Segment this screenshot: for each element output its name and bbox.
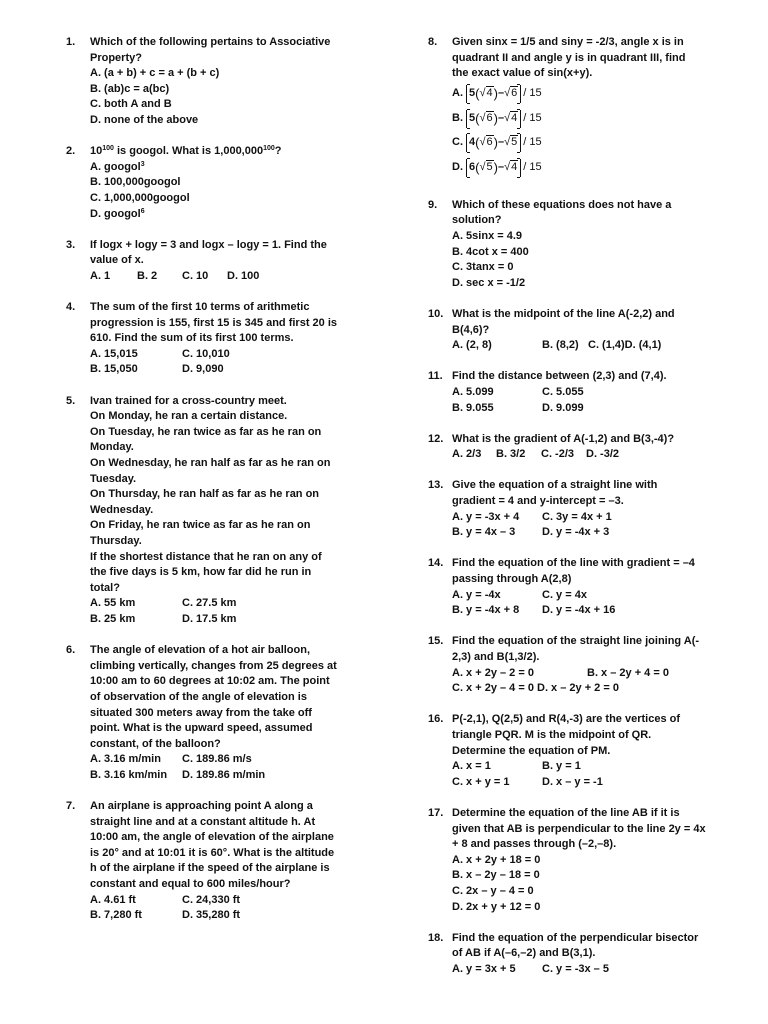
option-c-d: C. x + 2y – 4 = 0 D. x – 2y + 2 = 0 — [452, 682, 619, 695]
option-text: A. googol — [90, 160, 141, 173]
option-b: B. y = -4x + 8 — [452, 604, 520, 617]
radicand: 6 — [486, 136, 493, 149]
option-c: C. both A and B — [90, 98, 172, 111]
question-text: of AB if A(–6,–2) and B(3,1). — [452, 947, 596, 960]
option-d: D. 189.86 m/min — [182, 768, 266, 781]
option-c: C. 1,000,000googol — [90, 191, 190, 204]
option-d — [452, 155, 732, 180]
question-text: Given sinx = 1/5 and siny = -2/3, angle x is in — [452, 36, 684, 48]
exponent: 3 — [140, 160, 145, 168]
question-text: straight line and at a constant altitude h. At — [90, 815, 316, 828]
sqrt-icon: √4 — [504, 160, 518, 173]
option-b: B. 2 — [137, 269, 158, 282]
option-a — [90, 160, 366, 176]
option-d: D. 2x + y + 12 = 0 — [452, 900, 541, 913]
option-c: C. 10,010 — [182, 347, 230, 360]
question-8 — [428, 35, 732, 180]
question-number: 12. — [428, 432, 444, 445]
options-row — [452, 681, 732, 697]
option-label: C. — [452, 136, 463, 149]
question-text: the exact value of sin(x+y). — [452, 67, 593, 80]
question-text: h of the airplane if the speed of the airplane is — [90, 862, 330, 875]
question-11 — [428, 369, 732, 416]
coefficient: 4 — [469, 136, 476, 149]
question-text: the five days is 5 km, how far did he run in — [90, 566, 312, 579]
question-17 — [428, 806, 732, 915]
question-text-mid: is googol. What is 1,000,000 — [113, 145, 264, 158]
options-row — [452, 759, 732, 775]
options-row — [452, 447, 732, 463]
bracket-expression — [466, 134, 521, 152]
options-row — [90, 908, 366, 924]
options-row — [452, 603, 732, 619]
option-d: D. 9,090 — [182, 363, 224, 376]
question-text: On Wednesday, he ran half as far as he ran on — [90, 457, 331, 470]
paren: ) — [493, 135, 498, 151]
question-text: climbing vertically, changes from 25 degrees at — [90, 659, 337, 672]
options-row — [90, 596, 366, 612]
option-b — [452, 106, 732, 131]
paren: ) — [493, 159, 498, 175]
option-a: A. y = -3x + 4 — [452, 510, 520, 523]
question-text: total? — [90, 581, 120, 594]
option-a: A. y = -4x — [452, 588, 501, 601]
option-c: C. x + y = 1 — [452, 775, 510, 788]
radicand: 4 — [511, 160, 518, 173]
question-text: gradient = 4 and y-intercept = –3. — [452, 495, 624, 508]
options-row — [452, 338, 732, 354]
option-c-d: C. (1,4)D. (4,1) — [588, 339, 662, 352]
option-c: C. y = -3x – 5 — [542, 962, 609, 975]
question-text: On Tuesday, he ran twice as far as he ran on — [90, 425, 322, 438]
question-text-end: ? — [274, 145, 282, 158]
question-13 — [428, 478, 732, 540]
question-text: Which of these equations does not have a — [452, 198, 672, 211]
option-c: C. 5.055 — [542, 385, 584, 398]
question-text: Which of the following pertains to Associative — [90, 36, 331, 48]
question-text: Monday. — [90, 441, 134, 454]
denominator: / 15 — [523, 111, 542, 124]
option-a: A. 4.61 ft — [90, 893, 136, 906]
question-text: What is the gradient of A(-1,2) and B(3,-4)? — [452, 432, 675, 445]
question-14 — [428, 556, 732, 618]
question-text: Find the equation of the line with gradient = –4 — [452, 557, 695, 570]
question-text: triangle PQR. M is the midpoint of QR. — [452, 728, 652, 741]
option-a: A. y = 3x + 5 — [452, 962, 516, 975]
question-text: The angle of elevation of a hot air balloon, — [90, 644, 311, 657]
question-text: On Thursday, he ran half as far as he ran on — [90, 488, 320, 501]
option-b: B. x – 2y – 18 = 0 — [452, 869, 540, 882]
bracket-expression — [466, 159, 521, 177]
question-4 — [66, 300, 366, 378]
question-text: is 20° and at 10:01 it is 60°. What is the altitude — [90, 846, 335, 859]
options-row — [90, 269, 366, 285]
option-b: B. (8,2) — [542, 339, 579, 352]
option-label: A. — [452, 87, 463, 100]
options-row — [452, 525, 732, 541]
option-c: C. y = 4x — [542, 588, 587, 601]
option-b: B. 25 km — [90, 612, 136, 625]
question-text: Thursday. — [90, 535, 142, 547]
bracket-expression — [466, 110, 521, 128]
question-text: point. What is the upward speed, assumed — [90, 722, 313, 735]
question-16 — [428, 712, 732, 790]
option-d — [90, 207, 366, 223]
option-a — [452, 82, 732, 107]
radicand: 4 — [511, 111, 518, 124]
options-row — [90, 347, 366, 363]
option-a: A. x = 1 — [452, 760, 491, 773]
coefficient: 6 — [469, 160, 476, 173]
question-9 — [428, 198, 732, 292]
option-a: A. 55 km — [90, 597, 136, 610]
options-row — [452, 385, 732, 401]
option-d: D. -3/2 — [586, 448, 620, 461]
option-a: A. 5.099 — [452, 385, 494, 398]
option-d: D. y = -4x + 16 — [542, 604, 616, 617]
paren: ( — [475, 110, 480, 126]
option-c — [452, 131, 732, 156]
radicand: 4 — [486, 87, 493, 100]
sqrt-icon: √5 — [479, 160, 493, 173]
question-text: 2,3) and B(1,3/2). — [452, 651, 540, 663]
question-text: Determine the equation of PM. — [452, 744, 611, 757]
question-text: progression is 155, first 15 is 345 and first 20 is — [90, 316, 338, 329]
question-text: passing through A(2,8) — [452, 573, 572, 586]
option-label: B. — [452, 111, 463, 124]
question-text: On Monday, he ran a certain distance. — [90, 410, 288, 423]
option-d: D. 17.5 km — [182, 612, 237, 625]
options-row — [452, 401, 732, 417]
question-number: 14. — [428, 557, 444, 570]
option-c: C. 27.5 km — [182, 597, 237, 610]
question-number: 18. — [428, 931, 444, 944]
option-b: B. y = 4x – 3 — [452, 526, 516, 539]
question-text: If logx + logy = 3 and logx – logy = 1. Find the — [90, 238, 327, 251]
denominator: / 15 — [523, 136, 542, 149]
question-number: 17. — [428, 806, 444, 819]
question-5 — [66, 394, 366, 628]
option-b: B. 100,000googol — [90, 176, 181, 189]
paren: ) — [493, 110, 498, 126]
option-c: C. 24,330 ft — [182, 893, 241, 906]
option-a: A. (a + b) + c = a + (b + c) — [90, 67, 220, 80]
option-a: A. 3.16 m/min — [90, 753, 161, 766]
question-text: of observation of the angle of elevation is — [90, 690, 307, 703]
question-7 — [66, 799, 366, 924]
option-a: A. x + 2y – 2 = 0 — [452, 666, 534, 679]
paren: ( — [475, 135, 480, 151]
option-a: A. 5sinx = 4.9 — [452, 229, 523, 242]
question-text: Find the equation of the perpendicular bisector — [452, 931, 699, 944]
exponent: 100 — [102, 145, 114, 153]
option-b: B. 9.055 — [452, 401, 494, 414]
option-a: A. x + 2y + 18 = 0 — [452, 853, 541, 866]
question-text: Find the equation of the straight line joining A(- — [452, 635, 700, 648]
option-label: D. — [452, 160, 463, 173]
question-number: 4. — [66, 301, 76, 314]
question-number: 9. — [428, 198, 438, 211]
options-row — [452, 775, 732, 791]
options-row — [90, 612, 366, 628]
question-text: Tuesday. — [90, 472, 137, 485]
bracket-expression — [466, 85, 521, 103]
option-d: D. none of the above — [90, 113, 199, 126]
radicand: 5 — [486, 160, 493, 173]
question-text: constant and equal to 600 miles/hour? — [90, 878, 291, 891]
coefficient: 5 — [469, 87, 476, 100]
question-number: 2. — [66, 145, 76, 158]
denominator: / 15 — [523, 87, 542, 100]
option-b: B. 4cot x = 400 — [452, 245, 529, 258]
question-text: value of x. — [90, 254, 144, 267]
option-d: D. x – y = -1 — [542, 775, 603, 788]
option-c: C. 3tanx = 0 — [452, 261, 514, 274]
option-b: B. 3.16 km/min — [90, 768, 168, 781]
option-d: D. sec x = -1/2 — [452, 276, 526, 289]
question-text: Determine the equation of the line AB if it is — [452, 806, 680, 819]
question-number: 10. — [428, 307, 444, 320]
option-b: B. 15,050 — [90, 363, 138, 376]
question-text: Ivan trained for a cross-country meet. — [90, 394, 287, 407]
question-number: 8. — [428, 36, 438, 48]
question-text: Find the distance between (2,3) and (7,4). — [452, 370, 667, 383]
sqrt-icon: √4 — [504, 111, 518, 124]
question-number: 3. — [66, 238, 76, 251]
question-number: 5. — [66, 394, 76, 407]
question-text: 610. Find the sum of its first 100 terms. — [90, 332, 294, 345]
options-row — [90, 752, 366, 768]
question-text — [90, 144, 366, 160]
options-row — [452, 588, 732, 604]
question-number: 15. — [428, 635, 444, 648]
question-text: 10:00 am, the angle of elevation of the airplane — [90, 831, 334, 844]
option-c: C. 10 — [182, 269, 209, 282]
option-c: C. 2x – y – 4 = 0 — [452, 884, 534, 897]
paren: ( — [475, 159, 480, 175]
question-text: If the shortest distance that he ran on any of — [90, 550, 322, 563]
options-row — [452, 510, 732, 526]
question-text: Give the equation of a straight line with — [452, 479, 658, 492]
question-text: given that AB is perpendicular to the line 2y = 4x — [452, 822, 706, 835]
radicand: 6 — [511, 87, 518, 100]
question-text: P(-2,1), Q(2,5) and R(4,-3) are the vertices of — [452, 713, 681, 726]
options-row — [90, 362, 366, 378]
paren: ( — [475, 86, 480, 102]
options-row — [90, 768, 366, 784]
options-row — [452, 666, 732, 682]
option-a: A. (2, 8) — [452, 339, 492, 352]
question-text: The sum of the first 10 terms of arithmetic — [90, 301, 310, 314]
exponent: 100 — [263, 145, 275, 153]
coefficient: 5 — [469, 111, 476, 124]
option-a: A. 2/3 — [452, 448, 482, 461]
minus-sign: – — [497, 160, 505, 173]
question-10 — [428, 307, 732, 354]
question-text: An airplane is approaching point A along a — [90, 800, 313, 813]
question-1 — [66, 35, 366, 129]
radicand: 5 — [511, 136, 518, 149]
option-b: B. 7,280 ft — [90, 909, 142, 922]
option-b: B. 3/2 — [496, 448, 526, 461]
question-number: 11. — [428, 370, 443, 383]
question-text: situated 300 meters away from the take off — [90, 706, 312, 719]
sqrt-icon: √5 — [504, 136, 518, 149]
question-12 — [428, 432, 732, 463]
base-text: 10 — [90, 145, 103, 158]
question-number: 16. — [428, 713, 444, 726]
question-3 — [66, 238, 366, 285]
question-text: solution? — [452, 214, 502, 227]
options-row — [90, 893, 366, 909]
math-options — [452, 82, 732, 180]
exponent: 6 — [140, 207, 145, 215]
question-2 — [66, 144, 366, 222]
option-text: D. googol — [90, 207, 141, 220]
question-18 — [428, 931, 732, 978]
denominator: / 15 — [523, 160, 542, 173]
question-text: + 8 and passes through (–2,–8). — [452, 838, 617, 851]
question-number: 1. — [66, 36, 76, 48]
minus-sign: – — [497, 111, 505, 124]
question-text: B(4,6)? — [452, 323, 490, 336]
sqrt-icon: √6 — [504, 87, 518, 100]
question-text: quadrant II and angle y is in quadrant III, find — [452, 51, 686, 64]
option-a: A. 15,015 — [90, 347, 138, 360]
question-number: 7. — [66, 800, 76, 813]
right-column — [428, 35, 732, 977]
sqrt-icon: √6 — [479, 136, 493, 149]
question-number: 13. — [428, 479, 444, 492]
sqrt-icon: √4 — [479, 87, 493, 100]
question-text: On Friday, he ran twice as far as he ran on — [90, 519, 311, 532]
option-d: D. y = -4x + 3 — [542, 526, 610, 539]
minus-sign: – — [497, 87, 505, 100]
question-15 — [428, 634, 732, 696]
paren: ) — [493, 86, 498, 102]
minus-sign: – — [497, 136, 505, 149]
option-c: C. 3y = 4x + 1 — [542, 510, 612, 523]
option-b: B. x – 2y + 4 = 0 — [587, 666, 669, 679]
option-b: B. (ab)c = a(bc) — [90, 82, 170, 95]
option-a: A. 1 — [90, 269, 111, 282]
option-d: D. 100 — [227, 269, 260, 282]
question-6 — [66, 643, 366, 783]
option-d: D. 9.099 — [542, 401, 584, 414]
question-text: 10:00 am to 60 degrees at 10:02 am. The point — [90, 675, 330, 688]
question-text: Property? — [90, 51, 142, 64]
option-d: D. 35,280 ft — [182, 909, 241, 922]
question-text: constant, of the balloon? — [90, 737, 221, 750]
option-c: C. -2/3 — [541, 448, 575, 461]
question-number: 6. — [66, 644, 76, 657]
radicand: 6 — [486, 111, 493, 124]
question-text: Wednesday. — [90, 503, 154, 516]
options-row — [452, 962, 732, 978]
option-b: B. y = 1 — [542, 760, 581, 773]
option-c: C. 189.86 m/s — [182, 753, 252, 766]
sqrt-icon: √6 — [479, 111, 493, 124]
left-column — [66, 35, 366, 924]
question-text: What is the midpoint of the line A(-2,2) and — [452, 307, 675, 320]
